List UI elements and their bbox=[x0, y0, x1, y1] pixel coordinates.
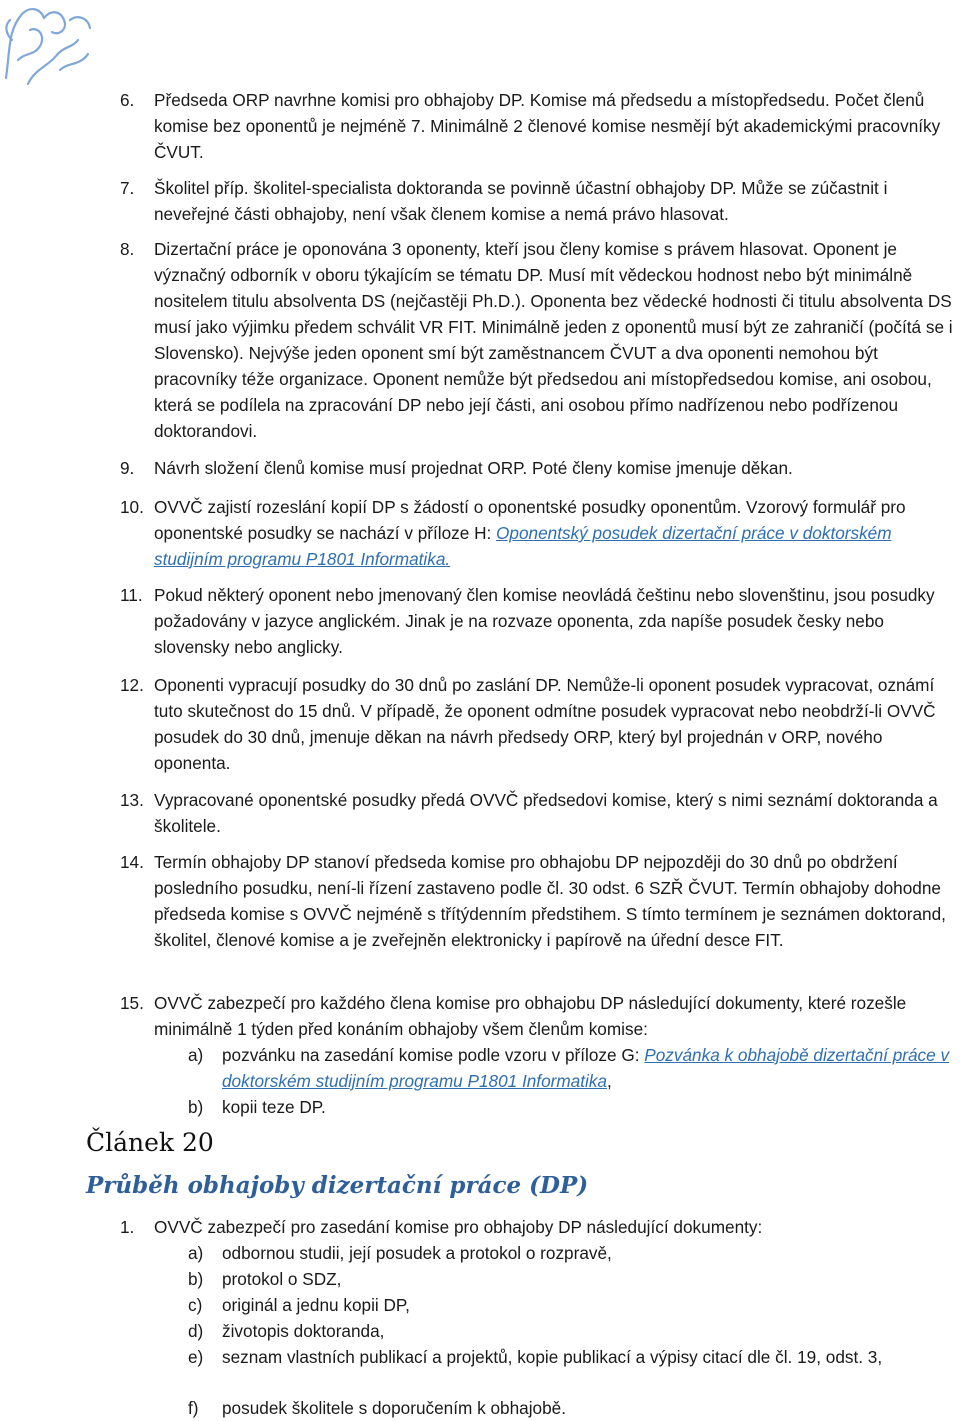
item-text: Vypracované oponentské posudky předá OVVČ předsedovi komise, který s nimi seznámí doktoranda a školitele. bbox=[154, 790, 938, 836]
list-item-12 bbox=[120, 672, 956, 776]
article-heading: Článek 20 bbox=[86, 1128, 214, 1157]
item-number: 7. bbox=[120, 178, 135, 198]
list-item-6 bbox=[120, 87, 956, 165]
sub-item-label: a) bbox=[188, 1243, 204, 1263]
item-text: Oponenti vypracují posudky do 30 dnů po zaslání DP. Nemůže-li oponent posudek vypracovat, oznámí tuto skutečnost do 15 dnů. V případě, že oponent odmítne posudek vypracovat nebo neobdrží-li OVVČ posudek do 30 dnů, jmenuje děkan na návrh předsedy ORP, který byl projednán v ORP, nového oponenta. bbox=[154, 675, 936, 773]
item-number: 6. bbox=[120, 90, 135, 110]
sub-item-1e bbox=[188, 1344, 958, 1370]
article-title: Průběh obhajoby dizertační práce (DP) bbox=[86, 1172, 589, 1199]
item-number: 13. bbox=[120, 790, 144, 810]
item-text: OVVČ zabezpečí pro zasedání komise pro obhajoby DP následující dokumenty: bbox=[154, 1217, 763, 1237]
sub-item-label: d) bbox=[188, 1321, 204, 1341]
item-text: Dizertační práce je oponována 3 oponenty, kteří jsou členy komise s právem hlasovat. Oponent je význačný odborník v oboru týkajícím se tématu DP. Musí mít vědeckou hodnost nebo být minimálně nositelem titulu absolventa DS (nejčastěji Ph.D.). Oponenta bez vědecké hodnosti či titulu absolventa DS musí jako výjimku předem schválit VR FIT. Minimálně jeden z oponentů musí být ze zahraničí (počítá se i Slovensko). Nejvýše jeden oponent smí být zaměstnancem ČVUT a dva oponenti nemohou být pracovníky téže organizace. Oponent nemůže být předsedou ani místopředsedou komise, ani osobou, která se podílela na zpracování DP nebo její části, ani osobou přímo nadřízenou nebo podřízenou doktorandovi. bbox=[154, 239, 953, 441]
appendix-h-link[interactable]: Oponentský posudek dizertační práce v doktorském studijním programu P1801 Informatika. bbox=[154, 523, 892, 569]
item-number: 15. bbox=[120, 993, 144, 1013]
sub-item-label: f) bbox=[188, 1398, 199, 1418]
sub-item-label: e) bbox=[188, 1347, 204, 1367]
item-number: 1. bbox=[120, 1217, 135, 1237]
sub-item-1b bbox=[188, 1266, 958, 1292]
item-text: OVVČ zabezpečí pro každého člena komise pro obhajobu DP následující dokumenty, které rozešle minimálně 1 týden před konáním obhajoby všem členům komise: bbox=[154, 993, 907, 1039]
sub-item-label: b) bbox=[188, 1269, 204, 1289]
sub-item-text: odbornou studii, její posudek a protokol o rozpravě, bbox=[222, 1243, 612, 1263]
list-item-14 bbox=[120, 849, 956, 953]
sub-item-text: seznam vlastních publikací a projektů, kopie publikací a výpisy citací dle čl. 19, odst. 3, bbox=[222, 1347, 883, 1367]
list-item-8 bbox=[120, 236, 956, 444]
item-number: 10. bbox=[120, 497, 144, 517]
item-text: OVVČ zajistí rozeslání kopií DP s žádostí o oponentské posudky oponentům. Vzorový formulář pro oponentské posudky se nachází v příloze H: bbox=[154, 497, 906, 543]
item-number: 8. bbox=[120, 239, 135, 259]
item-number: 14. bbox=[120, 852, 144, 872]
item-text: Pokud některý oponent nebo jmenovaný člen komise neovládá češtinu nebo slovenštinu, jsou posudky požadovány v jazyce anglickém. Jinak je na rozvaze oponenta, zda napíše posudek česky nebo slovensky nebo anglicky. bbox=[154, 585, 935, 657]
sub-item-1a bbox=[188, 1240, 958, 1266]
item-number: 11. bbox=[120, 585, 143, 605]
list-item-10 bbox=[120, 494, 956, 572]
sub-item-1f bbox=[188, 1395, 958, 1421]
sub-item-1d bbox=[188, 1318, 958, 1344]
sub-item-1c bbox=[188, 1292, 958, 1318]
sub-item-text: životopis doktoranda, bbox=[222, 1321, 385, 1341]
list-item-15 bbox=[120, 990, 956, 1042]
sub-item-label: b) bbox=[188, 1097, 204, 1117]
list-item-7 bbox=[120, 175, 956, 227]
item-text: Termín obhajoby DP stanoví předseda komise pro obhajobu DP nejpozději do 30 dnů po obdržení posledního posudku, není-li řízení zastaveno podle čl. 30 odst. 6 SZŘ ČVUT. Termín obhajoby dohodne předseda komise s OVVČ nejméně s třítýdenním předstihem. S tímto termínem je seznámen doktorand, školitel, členové komise a je zveřejněn elektronicky i papírově na úřední desce FIT. bbox=[154, 852, 946, 950]
university-logo bbox=[0, 0, 100, 90]
sub-item-15b bbox=[188, 1094, 958, 1120]
sub-item-text: kopii teze DP. bbox=[222, 1097, 326, 1117]
appendix-g-link[interactable]: Pozvánka k obhajobě dizertační práce v doktorském studijním programu P1801 Informatika bbox=[222, 1045, 950, 1091]
item-number: 9. bbox=[120, 458, 135, 478]
item-text: Předseda ORP navrhne komisi pro obhajoby DP. Komise má předsedu a místopředsedu. Počet členů komise bez oponentů je nejméně 7. Minimálně 2 členové komise nesmějí být akademickými pracovníky ČVUT. bbox=[154, 90, 941, 162]
list-item-1 bbox=[120, 1214, 956, 1240]
sub-item-text: posudek školitele s doporučením k obhajobě. bbox=[222, 1398, 566, 1418]
sub-item-text: protokol o SDZ, bbox=[222, 1269, 342, 1289]
item-number: 12. bbox=[120, 675, 144, 695]
list-item-9 bbox=[120, 455, 956, 481]
list-item-11 bbox=[120, 582, 956, 660]
item-text: Školitel příp. školitel-specialista doktoranda se povinně účastní obhajoby DP. Může se zúčastnit i neveřejné části obhajoby, není však členem komise a nemá právo hlasovat. bbox=[154, 178, 888, 224]
list-item-13 bbox=[120, 787, 956, 839]
sub-item-15a bbox=[188, 1042, 958, 1094]
sub-item-text: pozvánku na zasedání komise podle vzoru v příloze G: bbox=[222, 1045, 645, 1065]
item-text: Návrh složení členů komise musí projednat ORP. Poté členy komise jmenuje děkan. bbox=[154, 458, 793, 478]
sub-item-label: a) bbox=[188, 1045, 204, 1065]
sub-item-suffix: , bbox=[606, 1071, 612, 1091]
sub-item-text: originál a jednu kopii DP, bbox=[222, 1295, 410, 1315]
sub-item-label: c) bbox=[188, 1295, 203, 1315]
